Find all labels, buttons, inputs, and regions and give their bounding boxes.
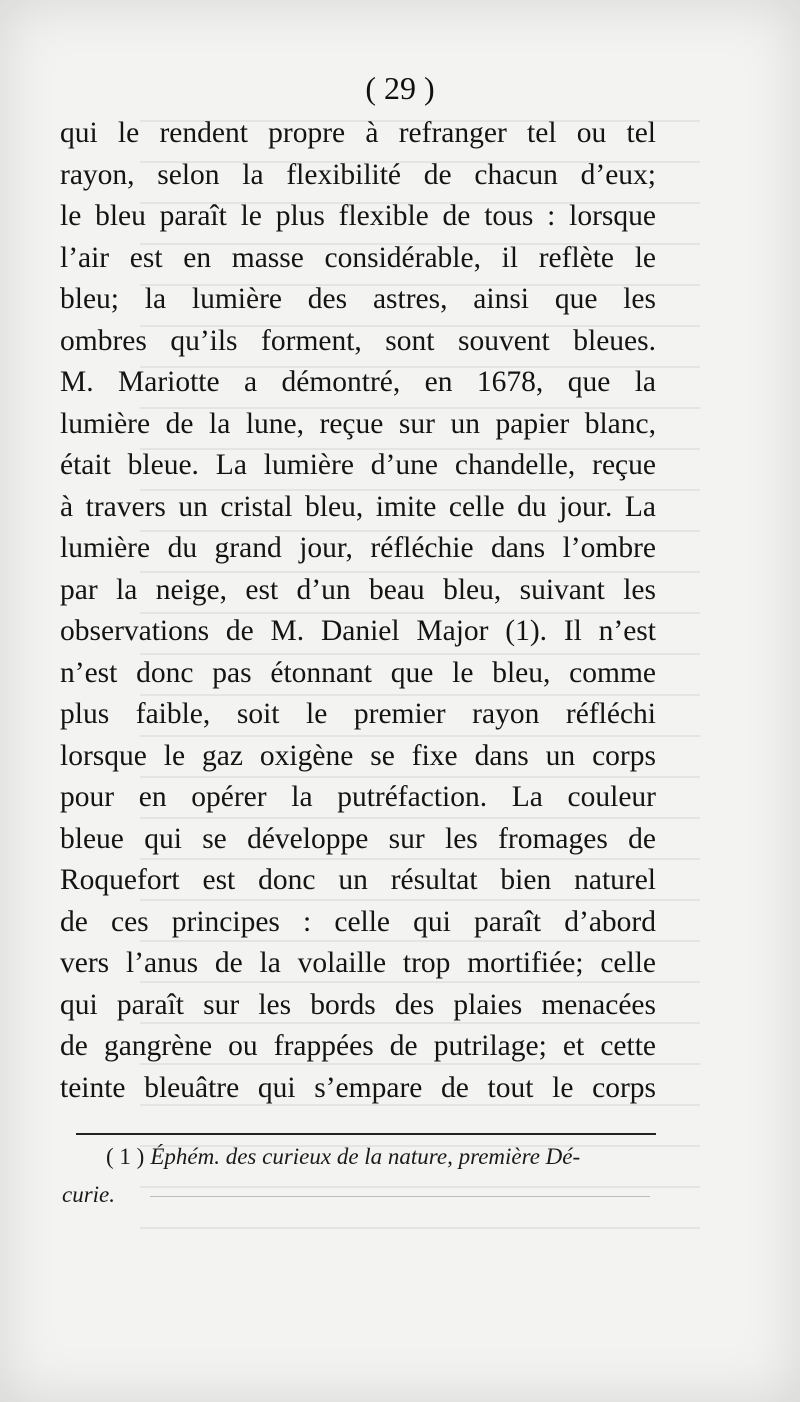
text-line: M. Mariotte a démontré, en 1678, que la [60,366,656,398]
text-line: lumière de la lune, reçue sur un papier blanc, [60,407,656,440]
footnote-marker: ( 1 ) [106,1144,145,1169]
text-line: lorsque le gaz oxigène se fixe dans un corps [60,739,656,772]
text-line: lumière du grand jour, réfléchie dans l’ombre [60,532,656,564]
text-line: qui le rendent propre à refranger tel ou tel [60,117,656,149]
faint-rule [150,1196,650,1197]
text-line: le bleu paraît le plus flexible de tous : lorsque [60,200,656,232]
footnote-line [62,1138,656,1176]
footnote-line [62,1176,656,1214]
text-line: de gangrène ou frappées de putrilage; et cette [60,1030,656,1062]
text-line: par la neige, est d’un beau bleu, suivant les [60,573,656,606]
footnote-rule [76,1133,656,1135]
text-line: bleu; la lumière des astres, ainsi que les [60,283,656,315]
text-line: l’air est en masse considérable, il reflète le [60,241,656,274]
text-line: plus faible, soit le premier rayon réfléchi [60,698,656,730]
text-line: pour en opérer la putréfaction. La couleur [60,781,656,813]
text-line: bleue qui se développe sur les fromages de [60,822,656,855]
text-line: Roquefort est donc un résultat bien naturel [60,864,656,896]
text-line: vers l’anus de la volaille trop mortifiée; celle [60,947,656,979]
text-line: de ces principes : celle qui paraît d’abord [60,905,656,938]
text-line: teinte bleuâtre qui s’empare de tout le corps [60,1071,656,1104]
text-line: observations de M. Daniel Major (1). Il n’est [60,615,656,647]
text-line: qui paraît sur les bords des plaies menacées [60,988,656,1021]
text-line: n’est donc pas étonnant que le bleu, comme [60,656,656,689]
footnote-text: curie. [62,1182,116,1207]
text-line: rayon, selon la flexibilité de chacun d’eux; [60,158,656,191]
footnote-text: Éphém. des curieux de la nature, première Dé- [150,1144,581,1169]
footnote [62,1138,656,1214]
text-line: à travers un cristal bleu, imite celle du jour. La [60,490,656,523]
text-line: ombres qu’ils forment, sont souvent bleues. [60,324,656,357]
page-number: ( 29 ) [365,70,435,106]
text-line: était bleue. La lumière d’une chandelle, reçue [60,449,656,481]
body-text [60,113,656,1109]
